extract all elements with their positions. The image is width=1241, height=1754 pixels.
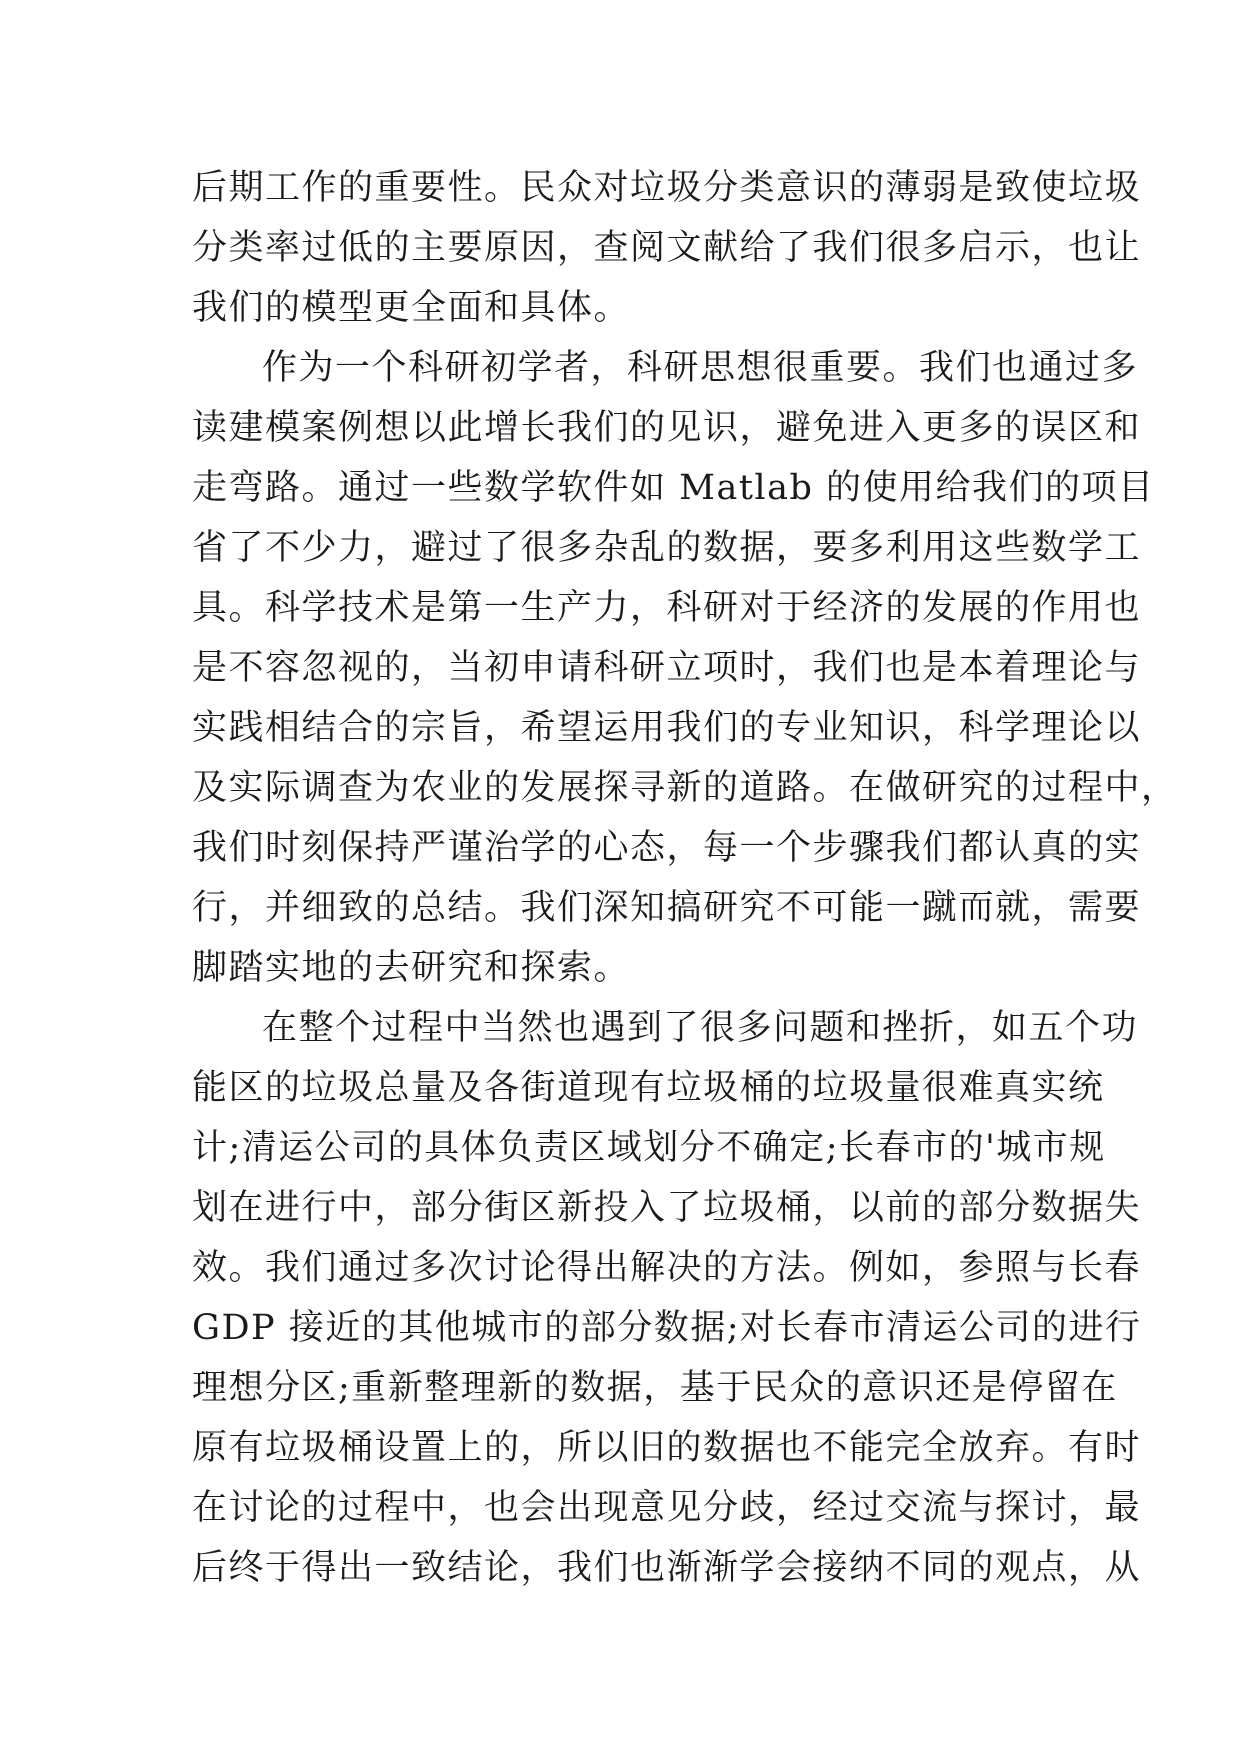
text-line: 后期工作的重要性。民众对垃圾分类意识的薄弱是致使垃圾 <box>192 168 1142 208</box>
text-line: 我们时刻保持严谨治学的心态，每一个步骤我们都认真的实 <box>192 828 1142 868</box>
text-line: 读建模案例想以此增长我们的见识，避免进入更多的误区和 <box>192 408 1142 448</box>
text-line: 后终于得出一致结论，我们也渐渐学会接纳不同的观点，从 <box>192 1548 1142 1588</box>
text-line: 行，并细致的总结。我们深知搞研究不可能一蹴而就，需要 <box>192 888 1142 928</box>
text-line: 实践相结合的宗旨，希望运用我们的专业知识，科学理论以 <box>192 708 1142 748</box>
text-line: 效。我们通过多次讨论得出解决的方法。例如，参照与长春 <box>192 1248 1142 1288</box>
text-line: 在整个过程中当然也遇到了很多问题和挫折，如五个功 <box>262 1008 1139 1048</box>
text-line: 是不容忽视的，当初申请科研立项时，我们也是本着理论与 <box>192 648 1142 688</box>
body-text <box>192 158 1178 1598</box>
text-line: 走弯路。通过一些数学软件如 Matlab 的使用给我们的项目 <box>192 468 1155 508</box>
text-line: 计;清运公司的具体负责区域划分不确定;长春市的'城市规 <box>192 1128 1106 1168</box>
text-line: GDP 接近的其他城市的部分数据;对长春市清运公司的进行 <box>192 1308 1142 1348</box>
text-line: 作为一个科研初学者，科研思想很重要。我们也通过多 <box>262 348 1139 388</box>
text-line: 原有垃圾桶设置上的，所以旧的数据也不能完全放弃。有时 <box>192 1428 1142 1468</box>
text-line: 在讨论的过程中，也会出现意见分歧，经过交流与探讨，最 <box>192 1488 1142 1528</box>
text-line: 具。科学技术是第一生产力，科研对于经济的发展的作用也 <box>192 588 1142 628</box>
text-line: 分类率过低的主要原因，查阅文献给了我们很多启示，也让 <box>192 228 1142 268</box>
text-line: 脚踏实地的去研究和探索。 <box>192 948 631 988</box>
text-line: 我们的模型更全面和具体。 <box>192 288 631 328</box>
text-line: 省了不少力，避过了很多杂乱的数据，要多利用这些数学工 <box>192 528 1142 568</box>
text-line: 理想分区;重新整理新的数据，基于民众的意识还是停留在 <box>192 1368 1118 1408</box>
text-line: 划在进行中，部分街区新投入了垃圾桶，以前的部分数据失 <box>192 1188 1142 1228</box>
text-line: 及实际调查为农业的发展探寻新的道路。在做研究的过程中， <box>192 768 1178 808</box>
text-line: 能区的垃圾总量及各街道现有垃圾桶的垃圾量很难真实统 <box>192 1068 1105 1108</box>
